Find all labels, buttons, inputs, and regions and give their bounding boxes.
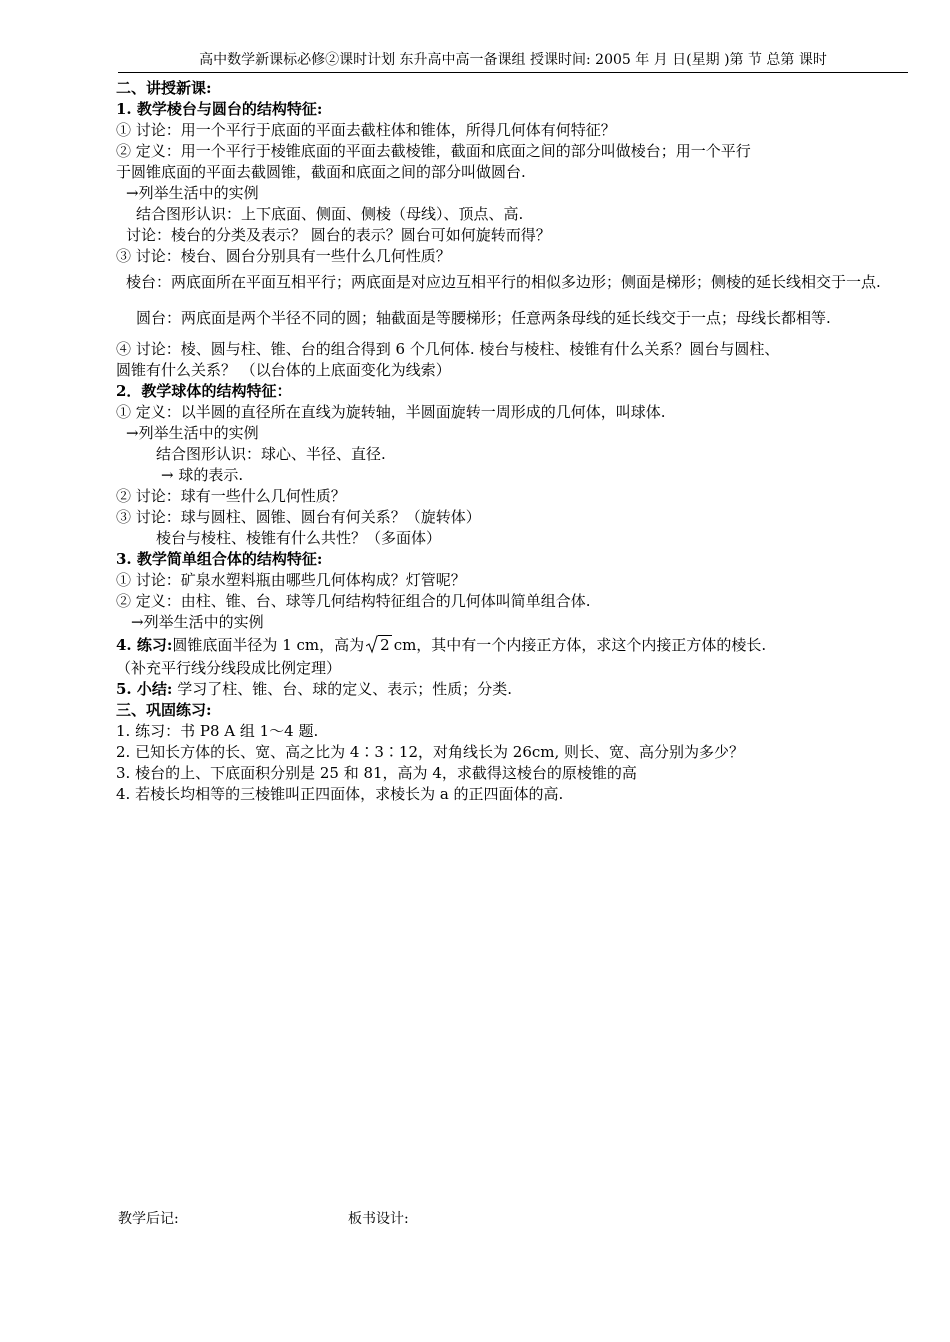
text-line: 圆锥有什么关系？ （以台体的上底面变化为线索） xyxy=(116,361,451,379)
text-line: 结合图形认识：球心、半径、直径. xyxy=(156,445,386,463)
text-line: 结合图形认识：上下底面、侧面、侧棱（母线）、顶点、高. xyxy=(136,205,524,223)
text-line: →列举生活中的实例 xyxy=(131,613,264,631)
board-design-label: 板书设计: xyxy=(348,1211,409,1227)
summary-text: 学习了柱、锥、台、球的定义、表示；性质；分类. xyxy=(177,680,512,698)
paragraph-frustum-properties: 棱台：两底面所在平面互相平行；两底面是对应边互相平行的相似多边形；侧面是梯形；侧棱的延长线相交于一点. xyxy=(126,273,881,291)
summary-line xyxy=(116,679,916,700)
exercise-text-pre: 圆锥底面半径为 1 cm，高为 xyxy=(172,636,365,654)
page-header: 高中数学新课标必修②课时计划 东升高中高一备课组 授课时间: 2005 年 月 日(星期 )第 节 总第 课时 xyxy=(118,50,908,73)
sqrt-expression xyxy=(366,633,392,658)
exercise-line xyxy=(116,633,916,658)
subsection-title-sphere: 2．教学球体的结构特征： xyxy=(116,382,292,400)
text-line: （补充平行线分线段成比例定理） xyxy=(116,659,342,677)
summary-label: 5. 小结: xyxy=(116,680,173,698)
text-line: 讨论：棱台的分类及表示？ 圆台的表示？圆台可如何旋转而得？ xyxy=(126,226,551,244)
exercise-label: 4. 练习: xyxy=(116,636,173,654)
text-line: ④ 讨论：棱、圆与柱、锥、台的组合得到 6 个几何体. 棱台与棱柱、棱锥有什么关系？圆台与圆柱、 xyxy=(116,340,780,358)
text-line: ① 定义：以半圆的直径所在直线为旋转轴，半圆面旋转一周形成的几何体，叫球体. xyxy=(116,403,666,421)
practice-item: 1. 练习：书 P8 A 组 1～4 题. xyxy=(116,722,319,740)
text-line: ② 讨论：球有一些什么几何性质？ xyxy=(116,487,346,505)
teaching-notes-label: 教学后记: xyxy=(118,1211,179,1227)
exercise-text-post: cm，其中有一个内接正方体，求这个内接正方体的棱长. xyxy=(393,636,767,654)
text-line: ③ 讨论：棱台、圆台分别具有一些什么几何性质？ xyxy=(116,247,451,265)
practice-item: 2. 已知长方体的长、宽、高之比为 4∶3∶12，对角线长为 26cm, 则长、宽、高分别为多少？ xyxy=(116,743,745,761)
text-line: 于圆锥底面的平面去截圆锥，截面和底面之间的部分叫做圆台. xyxy=(116,163,526,181)
text-line: ② 定义：由柱、锥、台、球等几何结构特征组合的几何体叫简单组合体. xyxy=(116,592,591,610)
practice-item: 4. 若棱长均相等的三棱锥叫正四面体，求棱长为 a 的正四面体的高. xyxy=(116,785,564,803)
practice-item: 3. 棱台的上、下底面积分别是 25 和 81，高为 4，求截得这棱台的原棱锥的高 xyxy=(116,764,637,782)
text-line: ① 讨论：用一个平行于底面的平面去截柱体和锥体，所得几何体有何特征？ xyxy=(116,121,616,139)
main-content xyxy=(116,78,916,805)
paragraph-round-frustum-properties: 圆台：两底面是两个半径不同的圆；轴截面是等腰梯形；任意两条母线的延长线交于一点；母线长都相等. xyxy=(136,309,831,327)
text-line: →列举生活中的实例 xyxy=(126,424,259,442)
text-line: → 球的表示. xyxy=(161,466,244,484)
text-line: 棱台与棱柱、棱锥有什么共性？（多面体） xyxy=(156,529,442,547)
section-title-lecture: 二、讲授新课: xyxy=(116,79,212,97)
text-line: →列举生活中的实例 xyxy=(126,184,259,202)
subsection-title-frustum: 1. 教学棱台与圆台的结构特征: xyxy=(116,100,323,118)
section-title-practice: 三、巩固练习: xyxy=(116,701,212,719)
subsection-title-composite: 3. 教学简单组合体的结构特征: xyxy=(116,550,323,568)
radical-sign-icon xyxy=(366,633,378,655)
text-line: ③ 讨论：球与圆柱、圆锥、圆台有何关系？（旋转体） xyxy=(116,508,481,526)
sqrt-radicand: 2 xyxy=(380,636,390,654)
text-line: ② 定义：用一个平行于棱锥底面的平面去截棱锥，截面和底面之间的部分叫做棱台；用一个平行 xyxy=(116,142,751,160)
text-line: ① 讨论：矿泉水塑料瓶由哪些几何体构成？灯管呢？ xyxy=(116,571,466,589)
